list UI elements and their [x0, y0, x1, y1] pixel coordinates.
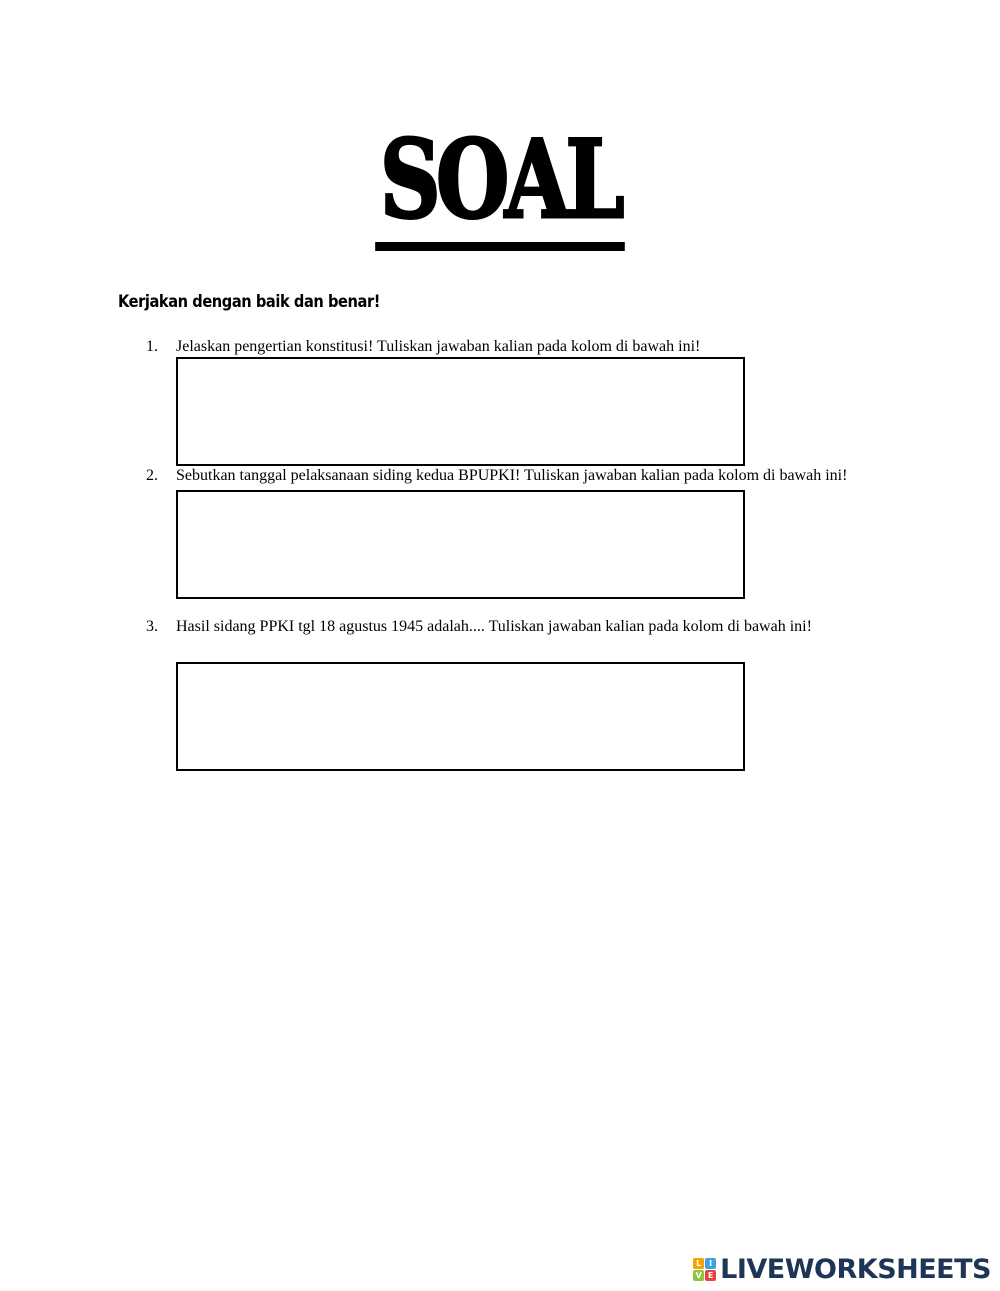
instruction-heading: Kerjakan dengan baik dan benar! — [118, 292, 380, 312]
page-title-text: SOAL — [375, 118, 624, 251]
answer-input-2[interactable] — [178, 492, 743, 597]
logo-letter-i: I — [705, 1258, 716, 1269]
question-1 — [146, 337, 700, 357]
answer-box-2[interactable] — [176, 490, 745, 599]
liveworksheets-logo — [693, 1252, 991, 1286]
brand-name: LIVEWORKSHEETS — [720, 1253, 991, 1285]
question-2-number: 2. — [146, 467, 158, 484]
question-2-text: Sebutkan tanggal pelaksanaan siding kedua BPUPKI! Tuliskan jawaban kalian pada kolom di bawah ini! — [176, 467, 848, 484]
answer-input-3[interactable] — [178, 664, 743, 769]
question-1-text: Jelaskan pengertian konstitusi! Tuliskan jawaban kalian pada kolom di bawah ini! — [176, 338, 701, 355]
question-3 — [146, 617, 812, 637]
question-3-text: Hasil sidang PPKI tgl 18 agustus 1945 adalah.... Tuliskan jawaban kalian pada kolom di bawah ini! — [176, 618, 812, 635]
page-title — [0, 118, 1000, 251]
question-2 — [146, 466, 847, 486]
logo-letter-e: E — [705, 1270, 716, 1281]
liveworksheets-icon — [693, 1258, 716, 1281]
answer-box-1[interactable] — [176, 357, 745, 466]
logo-letter-v: V — [693, 1270, 704, 1281]
answer-box-3[interactable] — [176, 662, 745, 771]
question-3-number: 3. — [146, 618, 158, 635]
answer-input-1[interactable] — [178, 359, 743, 464]
question-1-number: 1. — [146, 338, 158, 355]
logo-letter-l: L — [693, 1258, 704, 1269]
